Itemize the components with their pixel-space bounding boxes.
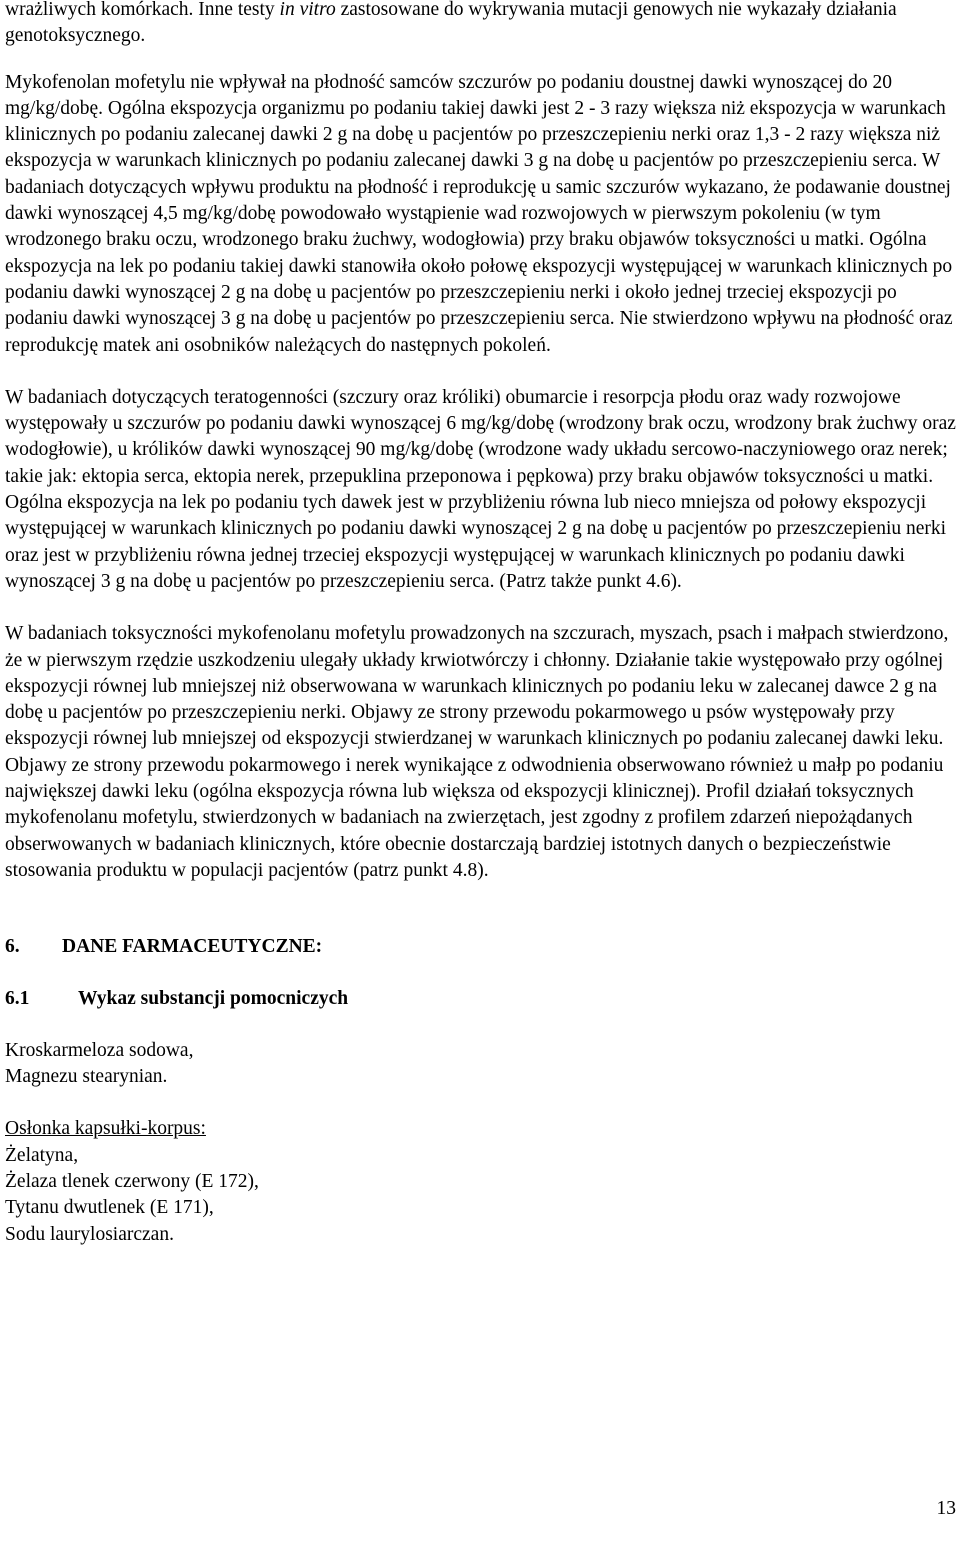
core-excipients-list bbox=[5, 1038, 957, 1091]
document-page bbox=[5, 0, 957, 1248]
teratogenicity-paragraph: W badaniach dotyczących teratogenności (szczury oraz króliki) obumarcie i resorpcja płodu oraz wady rozwojowe występowały u szczurów po podaniu dawki wynoszącej 6 mg/kg/dobę (wrodzony brak oczu, wrodzony brak żuchwy oraz wodogłowie), u królików dawki wynoszącej 90 mg/kg/dobę (wrodzone wady układu sercowo-naczyniowego oraz nerek; takie jak: ektopia serca, ektopia nerek, przepuklina przeponowa i pępkowa) przy braku objawów toksyczności u matki. Ogólna ekspozycja na lek po podaniu tych dawek jest w przybliżeniu równa lub nieco mniejsza od połowy ekspozycji występującej w warunkach klinicznych po podaniu dawki wynoszącej 2 g na dobę u pacjentów po przeszczepieniu nerki oraz jest w przybliżeniu równa jednej trzeciej ekspozycji występującej w warunkach klinicznych po podaniu dawki wynoszącej 3 g na dobę u pacjentów po przeszczepieniu serca. (Patrz także punkt 4.6). bbox=[5, 386, 956, 592]
intro-paragraph bbox=[5, 0, 957, 50]
capsule-item: Tytanu dwutlenek (E 171), bbox=[5, 1197, 214, 1219]
intro-italic-term: in vitro bbox=[279, 0, 336, 20]
toxicity-paragraph: W badaniach toksyczności mykofenolanu mofetylu prowadzonych na szczurach, myszach, psach i małpach stwierdzono, że w pierwszym rzędzie uszkodzeniu ulegały układy krwiotwórczy i chłonny. Działanie takie występowało przy ogólnej ekspozycji równej lub mniejszej niż obserwowana w warunkach klinicznych po podaniu leku w zalecanej dawce 2 g na dobę u pacjentów po przeszczepieniu nerki. Objawy ze strony przewodu pokarmowego u psów występowały przy ekspozycji równej lub mniejszej od ekspozycji stwierdzanej w warunkach klinicznych po podaniu zalecanej dawki leku. Objawy ze strony przewodu pokarmowego i nerek wynikające z odwodnienia obserwowano również u małp po podaniu największej dawki leku (ogólna ekspozycja równa lub większa od ekspozycji klinicznej). Profil działań toksycznych mykofenolanu mofetylu, stwierdzonych w badaniach na zwierzętach, jest zgodny z profilem zdarzeń niepożądanych obserwowanych w badaniach klinicznych, które obecnie dostarczają bardziej istotnych danych o bezpieczeństwie stosowania produktu w populacji pacjentów (patrz punkt 4.8). bbox=[5, 623, 949, 881]
capsule-heading: Osłonka kapsułki-korpus: bbox=[5, 1118, 206, 1140]
capsule-excipients-list bbox=[5, 1116, 957, 1247]
intro-text-end: zastosowane do wykrywania mutacji genowych nie wykazały działania genotoksycznego. bbox=[5, 0, 897, 47]
section-6-title: DANE FARMACEUTYCZNE: bbox=[62, 936, 323, 958]
section-6-1-number: 6.1 bbox=[5, 987, 30, 1009]
excipient-item: Kroskarmeloza sodowa, bbox=[5, 1039, 194, 1061]
section-6-1-heading bbox=[5, 986, 957, 1012]
section-6-number: 6. bbox=[5, 936, 20, 958]
section-6-heading bbox=[5, 934, 957, 960]
section-6-1-title: Wykaz substancji pomocniczych bbox=[78, 987, 349, 1009]
intro-text-start: wrażliwych komórkach. Inne testy bbox=[5, 0, 280, 20]
fertility-paragraph: Mykofenolan mofetylu nie wpływał na płodność samców szczurów po podaniu doustnej dawki wynoszącej do 20 mg/kg/dobę. Ogólna ekspozycja organizmu po podaniu takiej dawki jest 2 - 3 razy większa niż ekspozycja w warunkach klinicznych po podaniu zalecanej dawki 2 g na dobę u pacjentów po przeszczepieniu nerki oraz 1,3 - 2 razy większa niż ekspozycja w warunkach klinicznych po podaniu zalecanej dawki 3 g na dobę u pacjentów po przeszczepieniu serca. W badaniach dotyczących wpływu produktu na płodność i reprodukcję u samic szczurów wykazano, że podawanie doustnej dawki wynoszącej 4,5 mg/kg/dobę powodowało wystąpienie wad rozwojowych w pierwszym pokoleniu (w tym wrodzonego braku oczu, wrodzonego braku żuchwy, wodogłowia) przy braku objawów toksyczności u matki. Ogólna ekspozycja na lek po podaniu takiej dawki stanowiła około połowę ekspozycji występującej w warunkach klinicznych po podaniu dawki wynoszącej 2 g na dobę u pacjentów po przeszczepieniu nerki i około jednej trzeciej ekspozycji po podaniu dawki wynoszącej 3 g na dobę u pacjentów po przeszczepieniu serca. Nie stwierdzono wpływu na płodność oraz reprodukcję matek ani osobników należących do następnych pokoleń. bbox=[5, 71, 953, 356]
capsule-item: Żelatyna, bbox=[5, 1144, 79, 1166]
page-number: 13 bbox=[936, 1498, 956, 1519]
capsule-item: Żelaza tlenek czerwony (E 172), bbox=[5, 1170, 259, 1192]
capsule-item: Sodu laurylosiarczan. bbox=[5, 1223, 174, 1245]
excipient-item: Magnezu stearynian. bbox=[5, 1066, 168, 1088]
